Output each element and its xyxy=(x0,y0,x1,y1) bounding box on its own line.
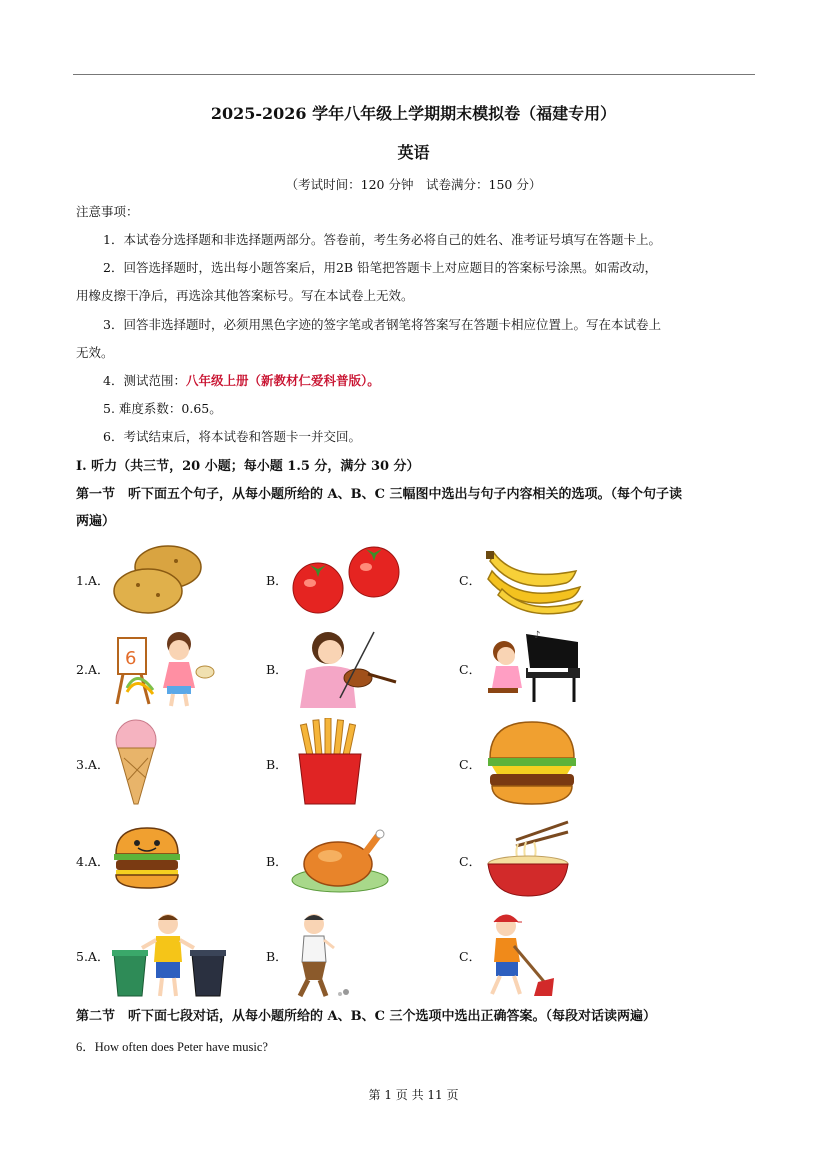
header-rule xyxy=(73,74,755,75)
notice-item-1: 1．本试卷分选择题和非选择题两部分。答卷前，考生务必将自己的姓名、准考证号填写在答题卡上。 xyxy=(103,232,661,247)
page-number: 第 1 页 共 11 页 xyxy=(368,1088,459,1102)
bananas-icon[interactable] xyxy=(486,543,584,615)
page-title: 2025-2026 学年八年级上学期期末模拟卷（福建专用） xyxy=(210,104,617,123)
littering-man-icon[interactable] xyxy=(292,912,354,998)
potatoes-icon[interactable] xyxy=(110,543,205,615)
question-6: 6．How often does Peter have music? xyxy=(76,1040,268,1054)
q4-option-b-label: B． xyxy=(266,854,288,869)
violin-girl-icon[interactable] xyxy=(290,628,402,708)
tomatoes-icon[interactable] xyxy=(290,543,402,615)
q2-option-c-label: C． xyxy=(459,662,482,677)
section1-instructions-line1: 第一节 听下面五个句子，从每小题所给的 A、B、C 三幅图中选出与句子内容相关的选项。（每个句子读 xyxy=(76,487,682,502)
q4-option-c-label: C． xyxy=(459,854,482,869)
recycling-boy-icon[interactable] xyxy=(112,912,226,998)
notice-item-5: 5. 难度系数：0.65。 xyxy=(103,401,222,416)
notice-item-2-line2: 用橡皮擦干净后，再选涂其他答案标号。写在本试卷上无效。 xyxy=(76,288,414,303)
notice-item-3-line2: 无效。 xyxy=(76,345,114,360)
notice-item-2-line1: 2．回答选择题时，选出每小题答案后，用2B 铅笔把答题卡上对应题目的答案标号涂黑。如需改动， xyxy=(103,260,658,275)
notice-item-4-prefix: 4．测试范围： xyxy=(103,373,186,388)
q5-option-a-label: 5.A． xyxy=(76,949,110,964)
section1-instructions-line2: 两遍） xyxy=(76,514,116,529)
exam-time-info: （考试时间：120 分钟 试卷满分：150 分） xyxy=(285,177,542,192)
q5-option-c-label: C． xyxy=(459,949,482,964)
section2-instructions: 第二节 听下面七段对话，从每小题所给的 A、B、C 三个选项中选出正确答案。（每段对话读两遍） xyxy=(76,1009,656,1024)
test-scope: 八年级上册（新教材仁爱科普版）。 xyxy=(185,373,380,388)
q2-option-a-label: 2.A． xyxy=(76,662,110,677)
sweeping-boy-icon[interactable] xyxy=(484,912,556,998)
q1-option-a-label: 1.A． xyxy=(76,573,110,588)
notice-heading: 注意事项： xyxy=(76,204,139,219)
subject-title: 英语 xyxy=(397,143,430,162)
painting-girl-icon[interactable] xyxy=(113,628,215,708)
piano-girl-icon[interactable] xyxy=(486,628,584,708)
q3-option-c-label: C． xyxy=(459,757,482,772)
ice-cream-icon[interactable] xyxy=(112,718,160,806)
q4-option-a-label: 4.A． xyxy=(76,854,110,869)
q2-option-b-label: B． xyxy=(266,662,288,677)
q3-option-b-label: B． xyxy=(266,757,288,772)
noodles-icon[interactable] xyxy=(486,820,570,898)
hamburger-icon[interactable] xyxy=(486,718,578,806)
q5-option-b-label: B． xyxy=(266,949,288,964)
listening-heading: I. 听力（共三节，20 小题；每小题 1.5 分，满分 30 分） xyxy=(76,459,420,474)
roast-chicken-icon[interactable] xyxy=(290,826,390,894)
notice-item-3-line1: 3．回答非选择题时，必须用黑色字迹的签字笔或者钢笔将答案写在答题卡相应位置上。写在本试卷上 xyxy=(103,317,661,332)
smiling-burger-icon[interactable] xyxy=(112,826,182,890)
q1-option-b-label: B． xyxy=(266,573,288,588)
french-fries-icon[interactable] xyxy=(295,718,365,806)
svg-text:6: 6 xyxy=(125,648,137,669)
notice-item-6: 6．考试结束后，将本试卷和答题卡一并交回。 xyxy=(103,429,361,444)
q1-option-c-label: C． xyxy=(459,573,482,588)
svg-text:♪: ♪ xyxy=(534,630,541,641)
notice-item-4 xyxy=(103,372,380,390)
q3-option-a-label: 3.A． xyxy=(76,757,110,772)
